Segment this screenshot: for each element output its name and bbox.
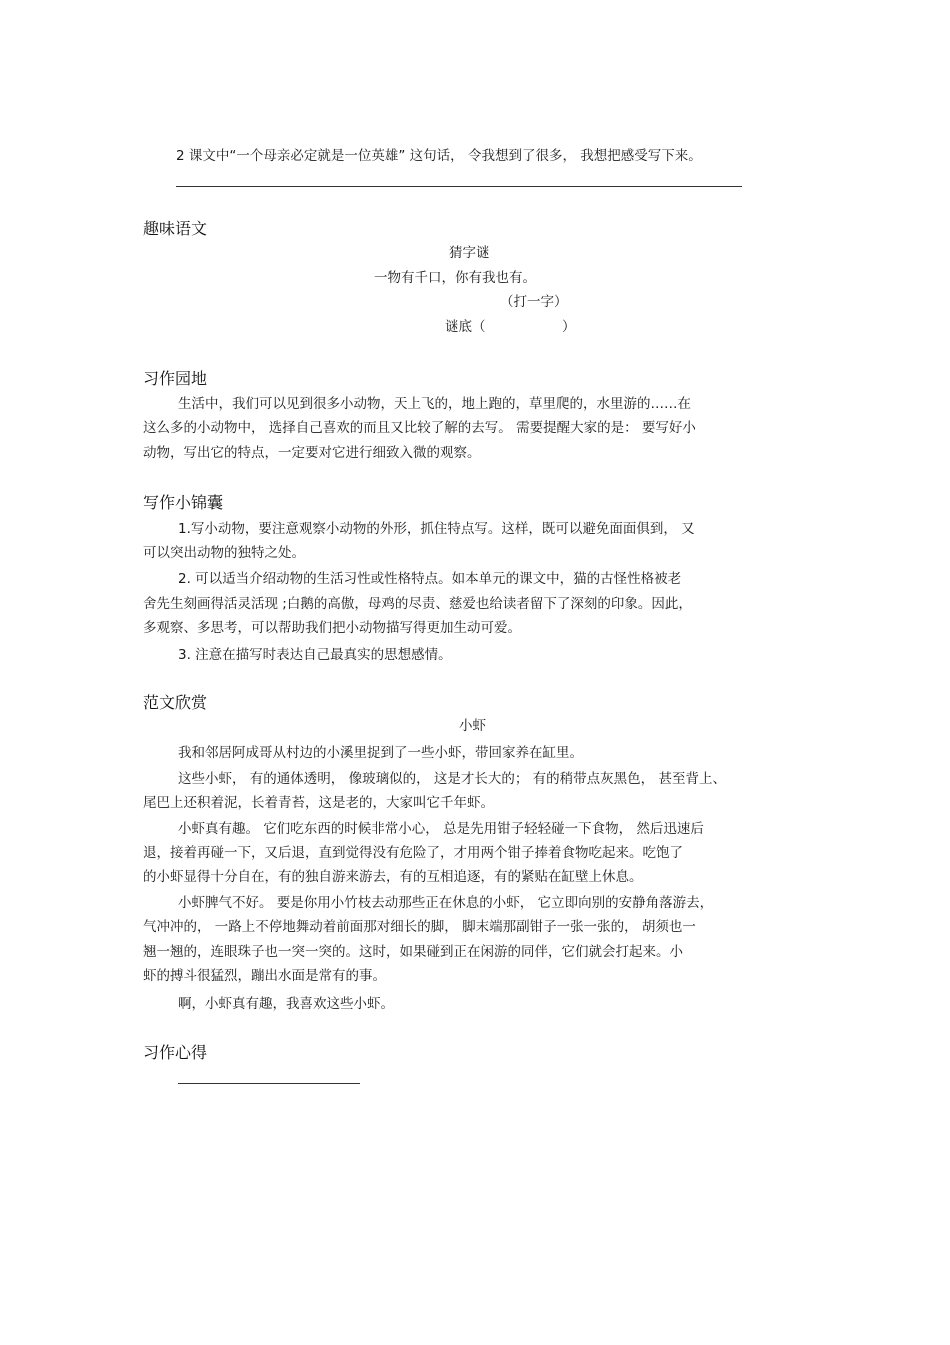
essay-line: 的小虾显得十分自在，有的独自游来游去，有的互相追逐，有的紧贴在缸壁上休息。	[143, 869, 643, 885]
essay-title: 小虾	[459, 718, 486, 734]
riddle-line: 一物有千口，你有我也有。	[374, 270, 536, 286]
riddle-hint: （打一字）	[500, 294, 568, 310]
essay-line: 这些小虾， 有的通体透明， 像玻璃似的， 这是才长大的； 有的稍带点灰黑色， 甚至背上、	[178, 771, 726, 787]
essay-line: 我和邻居阿成哥从村边的小溪里捉到了一些小虾，带回家养在缸里。	[178, 745, 583, 761]
essay-line: 小虾脾气不好。 要是你用小竹枝去动那些正在休息的小虾， 它立即向别的安静角落游去，	[178, 895, 714, 911]
tip-line: 3. 注意在描写时表达自己最真实的思想感情。	[178, 647, 452, 663]
paragraph-line: 动物，写出它的特点，一定要对它进行细致入微的观察。	[143, 445, 481, 461]
tip-line: 2. 可以适当介绍动物的生活习性或性格特点。如本单元的课文中，猫的古怪性格被老	[178, 571, 682, 587]
riddle-answer-label: 谜底（	[445, 319, 486, 335]
riddle-title: 猜字谜	[449, 245, 490, 261]
essay-line: 尾巴上还积着泥，长着青苔，这是老的，大家叫它千年虾。	[143, 795, 494, 811]
tip-line: 1.写小动物，要注意观察小动物的外形，抓住特点写。这样，既可以避免面面俱到， 又	[178, 521, 695, 537]
section-heading-quwei: 趣味语文	[143, 219, 208, 238]
section-heading-fanwen: 范文欣赏	[143, 693, 208, 712]
essay-line: 小虾真有趣。 它们吃东西的时候非常小心， 总是先用钳子轻轻碰一下食物， 然后迅速后	[178, 821, 704, 837]
section-heading-xinde: 习作心得	[143, 1043, 208, 1062]
answer-line	[176, 186, 742, 187]
tip-line: 多观察、多思考，可以帮助我们把小动物描写得更加生动可爱。	[143, 620, 521, 636]
essay-line: 虾的搏斗很猛烈，蹦出水面是常有的事。	[143, 968, 386, 984]
riddle-answer-close: ）	[562, 319, 576, 335]
paragraph-line: 这么多的小动物中， 选择自己喜欢的而且又比较了解的去写。 需要提醒大家的是： 要写好小	[143, 420, 696, 436]
question-2: 2 课文中“一个母亲必定就是一位英雄” 这句话， 令我想到了很多， 我想把感受写下来。	[176, 148, 702, 164]
section-heading-yuandi: 习作园地	[143, 369, 208, 388]
paragraph-line: 生活中，我们可以见到很多小动物，天上飞的，地上跑的，草里爬的，水里游的……在	[178, 396, 691, 412]
essay-line: 啊，小虾真有趣，我喜欢这些小虾。	[178, 996, 394, 1012]
essay-line: 气冲冲的， 一路上不停地舞动着前面那对细长的脚， 脚末端那副钳子一张一张的， 胡须也一	[143, 919, 696, 935]
essay-line: 退，接着再碰一下，又后退，直到觉得没有危险了，才用两个钳子捧着食物吃起来。吃饱了	[143, 845, 683, 861]
answer-line	[178, 1083, 360, 1084]
essay-line: 翘一翘的，连眼珠子也一突一突的。这时，如果碰到正在闲游的同伴，它们就会打起来。小	[143, 944, 683, 960]
section-heading-jinnang: 写作小锦囊	[143, 493, 224, 512]
tip-line: 舍先生刻画得活灵活现 ;白鹅的高傲，母鸡的尽责、慈爱也给读者留下了深刻的印象。因此，	[143, 596, 692, 612]
tip-line: 可以突出动物的独特之处。	[143, 545, 305, 561]
